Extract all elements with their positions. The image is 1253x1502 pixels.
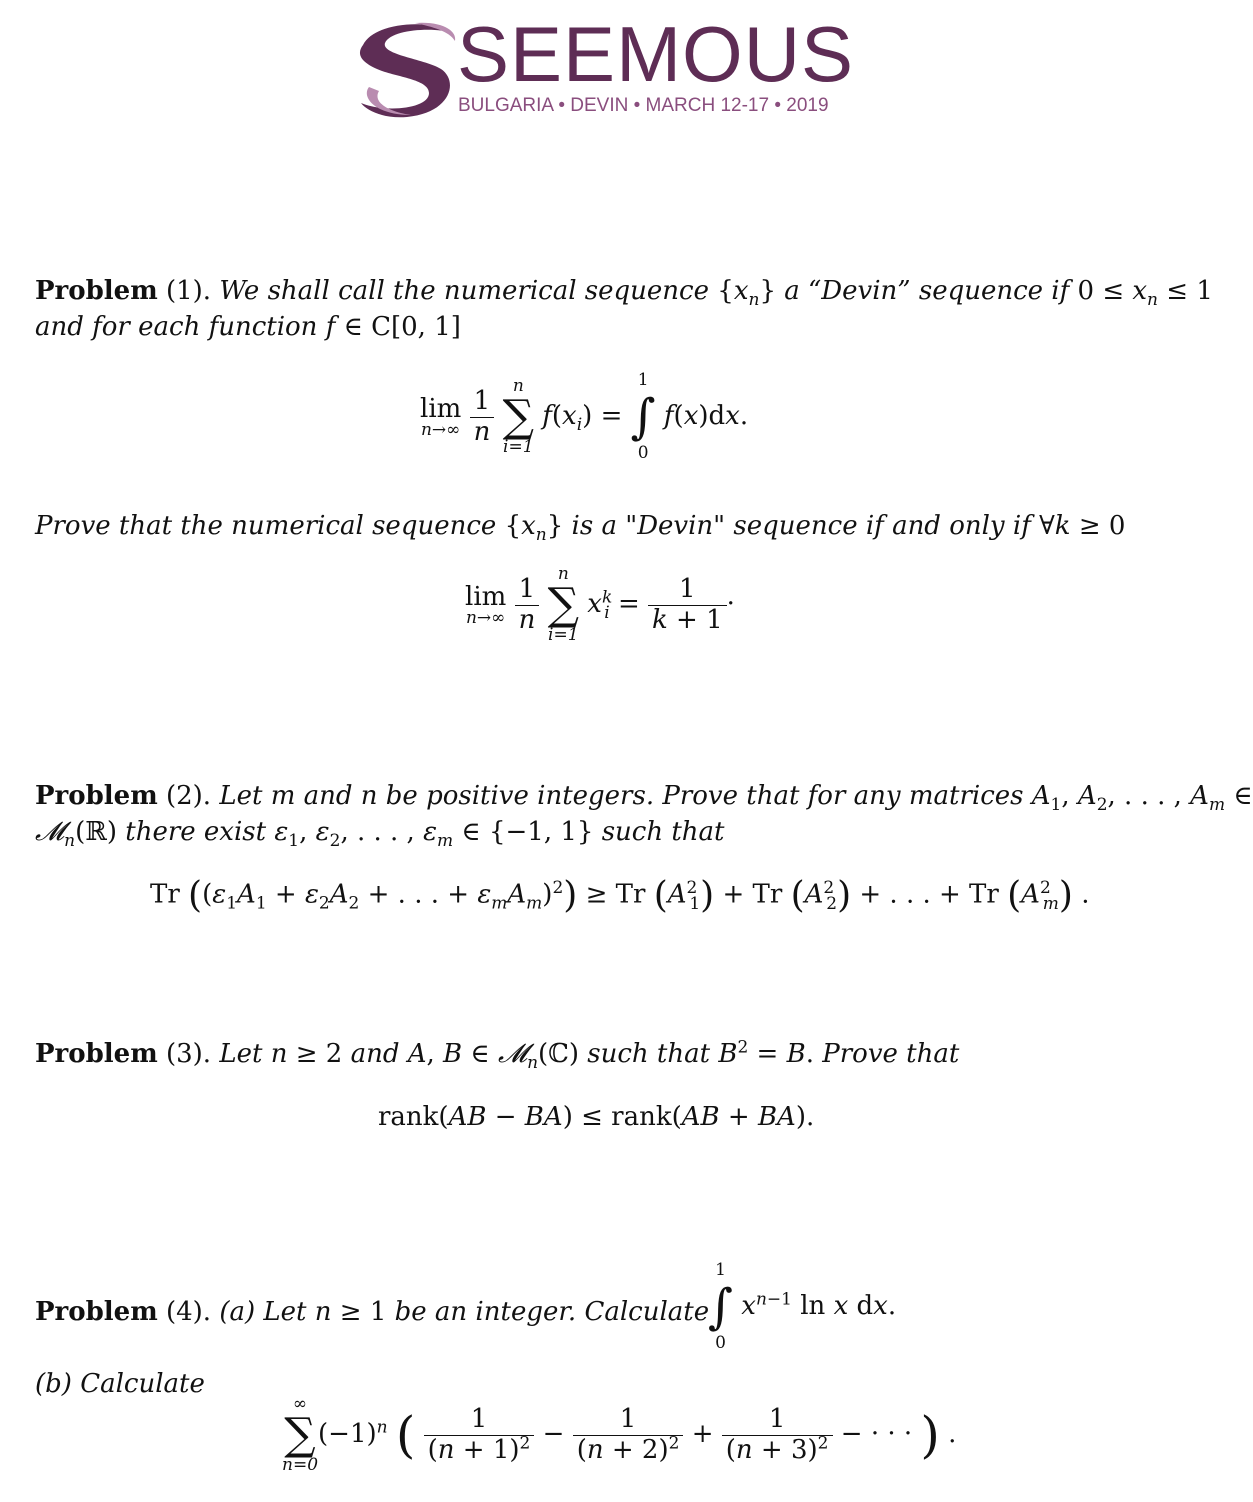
problem-2-text-b: there exist — [125, 817, 267, 847]
problem-number: (4). — [165, 1297, 212, 1327]
problem-2-text: Let m and n be positive integers. Prove that for any matrices — [219, 781, 1024, 811]
problem-2-equation: Tr (($\varepsilon_1A_1 + \varepsilon_2A_2$ + . . . + $\varepsilon_mA_m)^2) \ge Tr$ $(A^2_1) + Tr$ $(A^2_2)$ + . . . + Tr $(A^2_m)$ . — [150, 875, 1090, 916]
problem-3-text: Let — [219, 1039, 263, 1069]
problem-2-line-1: Problem (2). Let m and n be positive integers. Prove that for any matrices $A_1$, $A_2$, . . . , $A_m$ ∈ — [35, 781, 1253, 816]
problem-1-equation-1: lim n→∞ $\frac{1}{n}$ n ∑ i=1 $f(x_i)$ = 1 ∫ 0 f(x)dx. — [420, 370, 749, 463]
problem-number: (2). — [165, 781, 212, 811]
problem-4-line-1: Problem (4). (a) Let n ≥ 1 be an integer. Calculate — [35, 1297, 710, 1327]
problem-1-line-1: Problem (1). We shall call the numerical sequence $\{x_n\}$ a “Devin” sequence if $0 \le x_n \le 1$ — [35, 276, 1213, 311]
problem-label: Problem — [35, 276, 158, 306]
problem-1-text-3: Prove that the numerical sequence — [35, 511, 497, 541]
problem-1-text-3b: is a "Devin" sequence if and only if — [571, 511, 1031, 541]
problem-1-line-3: Prove that the numerical sequence $\{x_n\}$ is a "Devin" sequence if and only if ∀k ≥ 0 — [35, 511, 1126, 546]
logo-wordmark: SEEMOUS — [457, 10, 855, 98]
problem-1-line-2: and for each function f ∈ C[0, 1] — [35, 312, 461, 342]
problem-number: (3). — [165, 1039, 212, 1069]
problem-3-text-c: such that — [587, 1039, 711, 1069]
problem-3-line-1: Problem (3). Let n ≥ 2 and A, B ∈ 𝓜$_n$(ℂ) such that $B^2 = B$. Prove that — [35, 1037, 960, 1074]
problem-label: Problem — [35, 1039, 158, 1069]
problem-3-text-b: and — [350, 1039, 400, 1069]
problem-1-text-b: a “Devin” sequence if — [784, 276, 1070, 306]
problem-1-equation-2: lim n→∞ $\frac{1}{n}$ n ∑ i=1 $x^k_i$ = $\frac{1}{k + 1}$ · — [465, 564, 735, 645]
problem-4-part-b — [35, 1368, 205, 1400]
problem-4-text-b: be an integer. Calculate — [394, 1297, 710, 1327]
problem-4-integral: 1 ∫ 0 $x^{n-1}$ ln x dx. — [708, 1260, 897, 1353]
problem-1-text-2: and for each function — [35, 312, 318, 342]
problem-4-series: ∞ ∑ n=0 $(-1)^n$ ( $\frac{1}{(n + 1)^2}$ − $\frac{1}{(n + 2)^2}$ + $\frac{1}{(n + 3)^2}$ − · · · ) . — [282, 1394, 957, 1475]
problem-number: (1). — [165, 276, 212, 306]
problem-label: Problem — [35, 1297, 158, 1327]
problem-label: Problem — [35, 781, 158, 811]
problem-4-text: (a) Let — [219, 1297, 307, 1327]
seemous-swirl-icon — [355, 17, 460, 119]
problem-1-text: We shall call the numerical sequence — [219, 276, 709, 306]
seemous-logo — [355, 10, 855, 125]
problem-3-text-d: Prove that — [822, 1039, 960, 1069]
problem-4-part-b-text: (b) Calculate — [35, 1369, 205, 1399]
problem-2-text-c: such that — [601, 817, 725, 847]
problem-2-line-2: 𝓜$_n$(ℝ) there exist $\varepsilon_1$, $\varepsilon_2$, . . . , $\varepsilon_m$ ∈ {−1, 1} such that — [35, 817, 725, 852]
problem-3-equation: rank(AB − BA) ≤ rank(AB + BA). — [378, 1102, 815, 1132]
logo-subtitle: BULGARIA • DEVIN • MARCH 12-17 • 2019 — [458, 95, 829, 116]
